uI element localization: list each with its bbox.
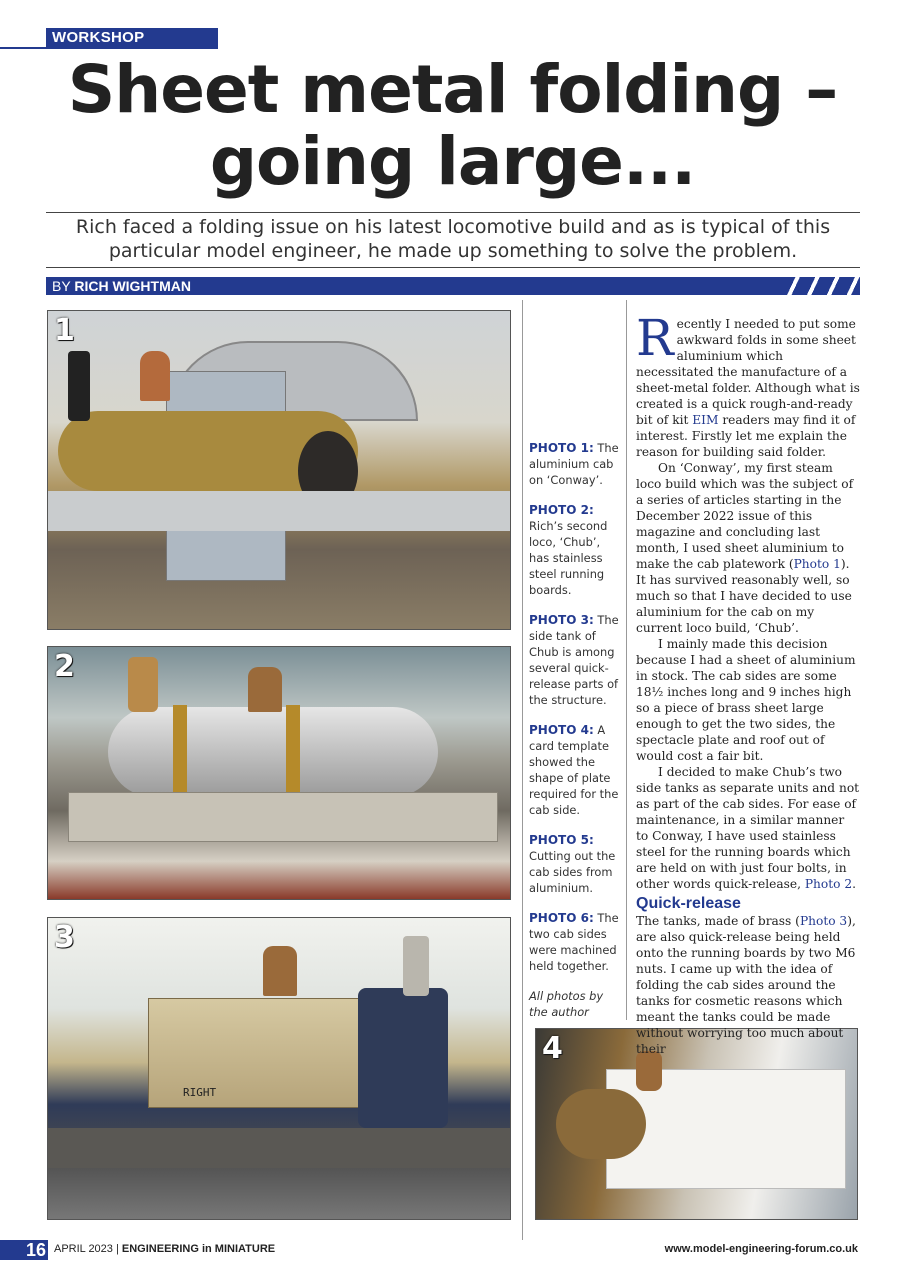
paragraph <box>636 764 860 892</box>
paragraph-text: I decided to make Chub’s two side tanks as separate units and not as part of the cab sides. For ease of maintenance, in a similar manner to Conway, I have used stainless steel for the running boards which are held on with just four bolts, in other words quick-release, <box>636 765 860 891</box>
caption-text: Cutting out the cab sides from aluminium. <box>529 849 616 895</box>
caption <box>529 832 619 896</box>
paragraph <box>636 309 860 460</box>
byline-stripes <box>780 277 860 295</box>
paragraph-text: The tanks, made of brass ( <box>636 914 800 928</box>
dome-shape <box>263 946 297 996</box>
divider <box>46 212 860 213</box>
byline-author: RICH WIGHTMAN <box>74 278 191 294</box>
boiler-band-shape <box>286 705 300 799</box>
boiler-shape <box>556 1089 646 1159</box>
caption-text: The side tank of Chub is among several quick-release parts of the structure. <box>529 613 619 707</box>
caption-text: The aluminium cab on ‘Conway’. <box>529 441 619 487</box>
divider <box>46 267 860 268</box>
byline-prefix: BY <box>52 278 71 294</box>
paragraph-text: . <box>852 877 856 891</box>
title-line-2: going large... <box>209 123 696 200</box>
paragraph-text: readers may find it of interest. Firstly let me explain the reason for building said folder. <box>636 413 856 459</box>
photo-number: 3 <box>54 920 75 955</box>
drop-cap: R <box>636 309 674 367</box>
smokebox-shape <box>358 988 448 1128</box>
dome-shape <box>248 667 282 712</box>
caption-label: PHOTO 4: <box>529 723 594 737</box>
photo-1 <box>47 310 511 630</box>
caption-text: The two cab sides were machined held together. <box>529 911 619 973</box>
magazine-ref: EIM <box>692 413 719 427</box>
title-line-1: Sheet metal folding – <box>67 51 838 128</box>
caption-text: Rich’s second loco, ‘Chub’, has stainless steel running boards. <box>529 519 608 597</box>
boiler-band-shape <box>173 705 187 799</box>
section-tag: WORKSHOP <box>46 28 218 48</box>
paragraph-text: ), are also quick-release being held onto the running boards by two M6 nuts. I came up with the idea of folding the cab sides around the tanks for cosmetic reasons which meant the tanks could be made without worrying too much about their <box>636 914 856 1056</box>
caption <box>529 440 619 488</box>
article-body <box>636 309 860 1057</box>
caption <box>529 612 619 708</box>
photo-2 <box>47 646 511 900</box>
photo-captions <box>529 440 619 1034</box>
folio-separator: | <box>115 1243 119 1255</box>
paragraph <box>636 636 860 764</box>
photo-credit: All photos by the author <box>529 989 604 1019</box>
chimney-shape <box>128 657 158 712</box>
dome-shape <box>636 1051 662 1091</box>
side-tank-shape <box>148 998 368 1108</box>
magazine-name: ENGINEERING in MINIATURE <box>121 1243 276 1255</box>
issue-date: APRIL 2023 <box>54 1243 113 1255</box>
website: www.model-engineering-forum.co.uk <box>664 1243 858 1255</box>
caption-label: PHOTO 3: <box>529 613 594 627</box>
photo-number: 2 <box>54 649 75 684</box>
boiler-shape <box>108 707 438 797</box>
photo-number: 1 <box>54 313 75 348</box>
photo-ref: Photo 1 <box>793 557 841 571</box>
photo-3 <box>47 917 511 1220</box>
caption <box>529 910 619 974</box>
frame-shape <box>48 1128 511 1168</box>
caption-label: PHOTO 1: <box>529 441 594 455</box>
running-board-shape <box>68 792 498 842</box>
tank-marking: RIGHT <box>183 1086 217 1099</box>
caption-label: PHOTO 2: <box>529 503 594 517</box>
standfirst: Rich faced a folding issue on his latest locomotive build and as is typical of this particular model engineer, he made up something to solve the problem. <box>75 216 831 262</box>
chimney-shape <box>68 351 90 421</box>
byline <box>46 277 816 295</box>
caption <box>529 722 619 818</box>
paragraph <box>636 460 860 636</box>
paragraph-text: ecently I needed to put some awkward folds in some sheet aluminium which necessitated the manufacture of a sheet-metal folder. Although what is created is a quick rough-and-ready bit of kit <box>636 317 860 427</box>
section-rule <box>0 47 218 49</box>
chimney-shape <box>403 936 429 996</box>
column-rule <box>522 300 523 1240</box>
subheading: Quick-release <box>636 895 741 912</box>
paragraph <box>636 913 860 1057</box>
caption-label: PHOTO 6: <box>529 911 594 925</box>
article-title <box>20 51 885 200</box>
photo-ref: Photo 2 <box>804 877 853 891</box>
caption-text: A card template showed the shape of plate required for the cab side. <box>529 723 619 817</box>
caption-label: PHOTO 5: <box>529 833 594 847</box>
folio <box>54 1243 275 1255</box>
paragraph-text: On ‘Conway’, my first steam loco build which was the subject of a series of articles starting in the December 2022 issue of this magazine and concluding last month, I used sheet aluminium to make the cab platework ( <box>636 461 854 571</box>
page-number: 16 <box>0 1240 48 1260</box>
photo-ref: Photo 3 <box>799 914 848 928</box>
photo-number: 4 <box>542 1031 563 1066</box>
bench-shape <box>48 491 511 531</box>
dome-shape <box>140 351 170 401</box>
column-rule <box>626 300 627 1020</box>
paragraph-text: ). It has survived reasonably well, so much so that I have decided to use aluminium for the cab on my current loco build, ‘Chub’. <box>636 557 852 635</box>
paragraph-text: I mainly made this decision because I had a sheet of aluminium in stock. The cab sides are some 18½ inches long and 9 inches high so a piece of brass sheet large enough to get the two sides, the spectacle plate and roof out of would cost a fair bit. <box>636 637 856 763</box>
caption <box>529 502 619 598</box>
